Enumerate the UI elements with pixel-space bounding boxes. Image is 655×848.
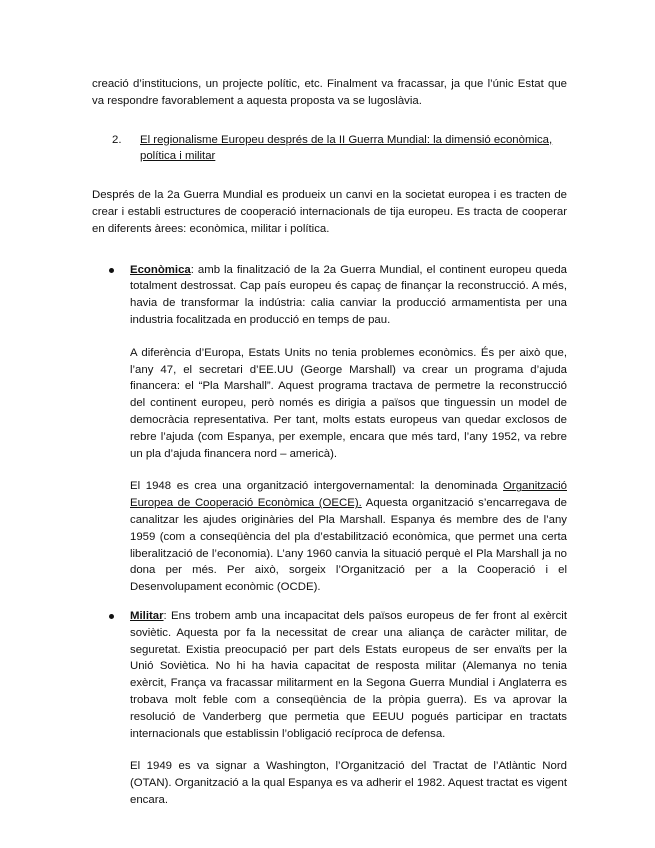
bullet-body-militar	[130, 608, 567, 809]
bullet-dot-icon	[92, 262, 130, 596]
militar-term: Militar	[130, 609, 164, 622]
economica-text-3b: Aquesta organització s’encarregava de canalitzar les ajudes originàries del Pla Marshall. Espanya és membre des de l’any 1959 (com a conseqüència del pla d’estabilització econòmica, que permet una certa liberalització de l’economia). L’any 1960 canvia la situació perquè el Pla Marshall ja no dona per més. Per això, sorgeix l’Organització per a la Cooperació i el Desenvolupament econòmic (OCDE).	[130, 497, 567, 594]
economica-text-1: : amb la finalització de la 2a Guerra Mundial, el continent europeu queda totalment destrossat. Cap país europeu és capaç de finançar la reconstrucció. A més, havia de transformar la indústria: calia canviar la producció armamentista per una industria focalitzada en producció en temps de pau.	[130, 263, 567, 326]
economica-paragraph-2: A diferència d’Europa, Estats Units no tenia problemes econòmics. És per això que, l’any 47, el secretari d’EE.UU (George Marshall) va crear un programa d’ajuda financera: el “Pla Marshall”. Aquest programa tractava de permetre la reconstrucció del continent europeu, però només es dirigia a països que tinguessin un model de democràcia representativa. Per tant, molts estats europeus van quedar exclosos de rebre l’ajuda (com Espanya, per exemple, encara que més tard, l’any 1952, va rebre un pla d’ajuda financera nord – americà).	[130, 346, 567, 460]
section-number: 2.	[112, 133, 122, 146]
militar-text-1: : Ens trobem amb una incapacitat dels països europeus de fer front al exèrcit soviètic. Aquesta por fa la necessitat de crear una aliança de caràcter militar, de seguretat. Existia preocupació per part dels Estats europeus de ser envaïts per la Unió Soviètica. No hi ha havia capacitat de resposta militar (Alemanya no tenia exèrcit, França va fracassar militarment en la Segona Guerra Mundial i Anglaterra es trobava molt feble com a conseqüència de la pròpia guerra). Es va aprovar la resolució de Vanderberg que permetia que EEUU pogués participar en tractats internacionals que establissin l’obligació recíproca de defensa.	[130, 609, 567, 740]
economica-text-3a: El 1948 es crea una organització intergovernamental: la denominada	[130, 480, 504, 493]
economica-paragraph-1	[130, 262, 567, 329]
section-title: El regionalisme Europeu després de la II Guerra Mundial: la dimensió econòmica, política i militar	[140, 133, 553, 163]
lead-paragraph: Després de la 2a Guerra Mundial es produeix un canvi en la societat europea i es tracten de crear i establi estructures de cooperació internacionals de tija europeu. Es tracta de cooperar en diferents àrees: econòmica, militar i política.	[92, 189, 567, 235]
bullet-dot-icon	[92, 608, 130, 809]
section-heading	[92, 132, 567, 166]
militar-paragraph-2: El 1949 es va signar a Washington, l’Organització del Tractat de l’Atlàntic Nord (OTAN). Organització a la qual Espanya es va adherir el 1982. Aquest tractat es vigent encara.	[130, 760, 567, 806]
economica-paragraph-3	[130, 478, 567, 596]
economica-term: Econòmica	[130, 263, 191, 276]
bullet-body-economica	[130, 262, 567, 596]
bullet-economica	[92, 262, 567, 596]
militar-paragraph-1	[130, 608, 567, 742]
bullet-militar	[92, 608, 567, 809]
oece-underlined-term: Organització Europea de Cooperació Econòmica (OECE).	[130, 480, 567, 510]
intro-paragraph: creació d’institucions, un projecte polític, etc. Finalment va fracassar, ja que l’únic Estat que va respondre favorablement a aquesta proposta va se lugoslàvia.	[92, 78, 567, 107]
